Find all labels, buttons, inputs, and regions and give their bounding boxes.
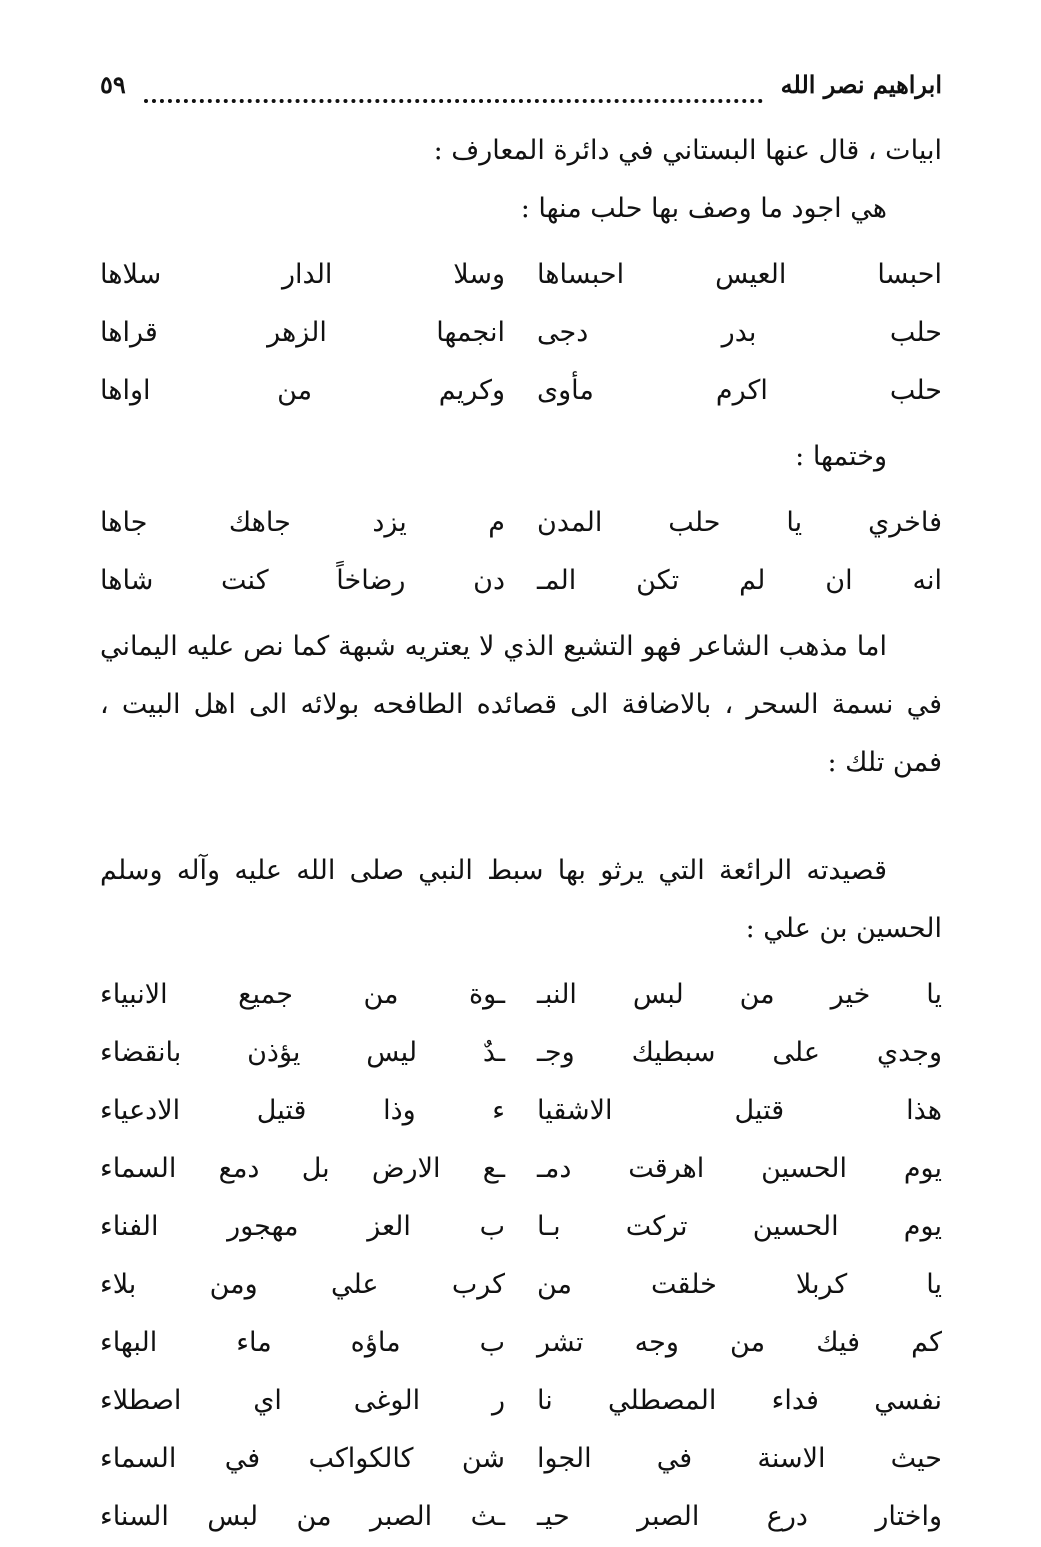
verse-line xyxy=(100,1024,942,1082)
verse-first-hemistich: واختار درع الصبر حيـ xyxy=(537,1501,942,1532)
verse-first-hemistich: حيث الاسنة في الجوا xyxy=(537,1443,942,1474)
verse-second-hemistich: وسلا الدار سلاها xyxy=(100,259,505,290)
verse-first-hemistich: كم فيك من وجه تشر xyxy=(537,1327,942,1358)
verse-line xyxy=(100,1430,942,1488)
verse-first-hemistich: حلب اكرم مأوى xyxy=(537,375,942,406)
verse-second-hemistich: ـع الارض بل دمع السماء xyxy=(100,1153,505,1184)
verse-first-hemistich: فاخري يا حلب المدن xyxy=(537,507,942,538)
paragraph-elegy-intro: قصيدته الرائعة التي يرثو بها سبط النبي صلى الله عليه وآله وسلم الحسين بن علي : xyxy=(100,855,942,944)
verse-second-hemistich: م يزد جاهك جاها xyxy=(100,507,505,538)
paragraph-doctrine: اما مذهب الشاعر فهو التشيع الذي لا يعتريه شبهة كما نص عليه اليماني في نسمة السحر ، بالاضافة الى قصائده الطافحه بولائه الى اهل البيت ، فمن تلك : xyxy=(100,631,942,778)
verse-first-hemistich: انه ان لم تكن المـ xyxy=(537,565,942,596)
verse-line xyxy=(100,494,942,552)
closing-label: وختمها : xyxy=(795,441,887,472)
poem-2 xyxy=(100,494,942,610)
verse-second-hemistich: دن رضاخاً كنت شاها xyxy=(100,565,505,596)
verse-first-hemistich: يوم الحسين اهرقت دمـ xyxy=(537,1153,942,1184)
verse-line xyxy=(100,1372,942,1430)
verse-first-hemistich: يا خير من لبس النبـ xyxy=(537,979,942,1010)
verse-first-hemistich: احبسا العيس احبساها xyxy=(537,259,942,290)
verse-second-hemistich: انجمها الزهر قراها xyxy=(100,317,505,348)
verse-line xyxy=(100,362,942,420)
intro-line-2: هي اجود ما وصف بها حلب منها : xyxy=(520,193,887,224)
verse-first-hemistich: وجدي على سبطيك وجـ xyxy=(537,1037,942,1068)
verse-second-hemistich: ـوة من جميع الانبياء xyxy=(100,979,505,1010)
verse-first-hemistich: نفسي فداء المصطلي نا xyxy=(537,1385,942,1416)
verse-line xyxy=(100,1314,942,1372)
verse-first-hemistich: يا كربلا خلقت من xyxy=(537,1269,942,1300)
poem-1 xyxy=(100,246,942,420)
verse-second-hemistich: ء وذا قتيل الادعياء xyxy=(100,1095,505,1126)
verse-line xyxy=(100,304,942,362)
verse-second-hemistich: ـث الصبر من لبس السناء xyxy=(100,1501,505,1532)
verse-line xyxy=(100,1198,942,1256)
verse-first-hemistich: هذا قتيل الاشقيا xyxy=(537,1095,942,1126)
book-page xyxy=(100,70,942,1546)
verse-line xyxy=(100,1256,942,1314)
verse-first-hemistich: يوم الحسين تركت بـا xyxy=(537,1211,942,1242)
running-header xyxy=(100,70,942,122)
verse-line xyxy=(100,1140,942,1198)
verse-line xyxy=(100,552,942,610)
intro-line-1: ابيات ، قال عنها البستاني في دائرة المعارف : xyxy=(433,135,942,166)
verse-second-hemistich: ـدٌ ليس يؤذن بانقضاء xyxy=(100,1037,505,1068)
page-number: ٥٩ xyxy=(100,70,126,99)
poem-3 xyxy=(100,966,942,1546)
verse-second-hemistich: كرب علي ومن بلاء xyxy=(100,1269,505,1300)
verse-second-hemistich: ب العز مهجور الفناء xyxy=(100,1211,505,1242)
verse-line xyxy=(100,1082,942,1140)
verse-line xyxy=(100,1488,942,1546)
leader-dots xyxy=(144,89,763,103)
running-title: ابراهيم نصر الله xyxy=(780,70,942,99)
verse-line xyxy=(100,966,942,1024)
verse-second-hemistich: شن كالكواكب في السماء xyxy=(100,1443,505,1474)
verse-first-hemistich: حلب بدر دجى xyxy=(537,317,942,348)
verse-line xyxy=(100,246,942,304)
verse-second-hemistich: ب ماؤه ماء البهاء xyxy=(100,1327,505,1358)
verse-second-hemistich: ر الوغى اي اصطلاء xyxy=(100,1385,505,1416)
verse-second-hemistich: وكريم من اواها xyxy=(100,375,505,406)
